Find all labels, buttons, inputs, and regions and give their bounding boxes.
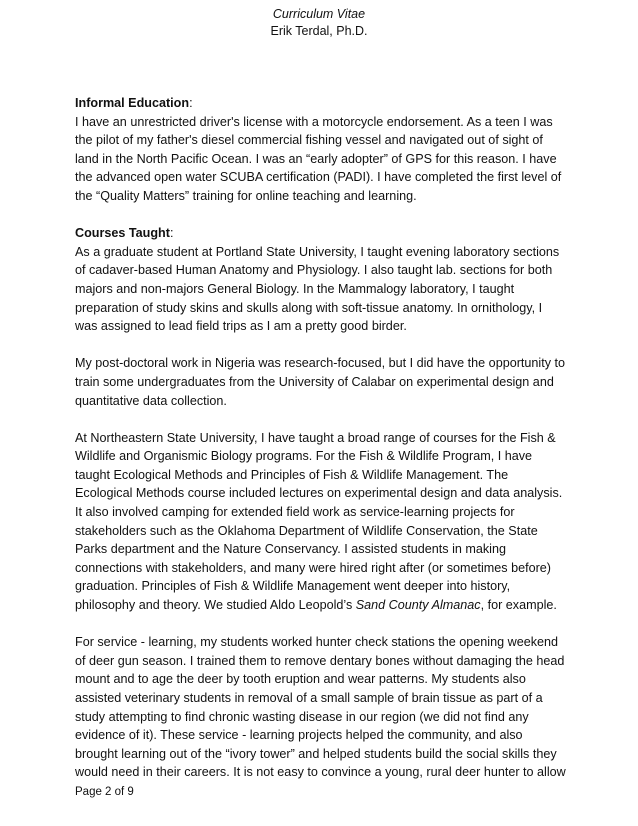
text-fragment: philosophy and theory. We studied Aldo Leopold’s [75,598,356,613]
text-line: stakeholders such as the Oklahoma Department of Wildlife Conservation, the State [75,523,538,538]
text-line: was assigned to lead field trips as I am a pretty good birder. [75,319,407,334]
document-title: Curriculum Vitae [272,7,366,21]
heading-colon: : [169,226,174,241]
courses-taught-heading: Courses Taught [75,226,170,241]
text-line: assisted veterinary students in removal of a small sample of brain tissue as part of a [75,691,543,705]
text-fragment: , for example. [480,598,557,613]
text-line: Wildlife and Organismic Biology programs. For the Fish & Wildlife Program, I have [75,449,533,464]
informal-education-heading: Informal Education [75,96,190,110]
text-line: taught Ecological Methods and Principles of Fish & Wildlife Management. The [75,467,509,482]
text-line [75,596,575,615]
text-line: train some undergraduates from the University of Calabar on experimental design and [75,374,554,389]
section-heading-line [75,94,575,113]
courses-taught-paragraph-4 [75,633,575,782]
text-line: quantitative data collection. [75,393,227,408]
text-line: graduation. Principles of Fish & Wildlife Management went deeper into history, [75,579,511,594]
text-line: land in the North Pacific Ocean. I was an “early adopter” of GPS for this reason. I have [75,151,557,166]
text-line: study attempting to find chronic wasting disease in our region (we did not find any [75,709,529,724]
text-line: It also involved camping for extended field work as service-learning projects for [75,505,515,520]
text-line: the pilot of my father's diesel commercial fishing vessel and navigated out of sight of [75,133,543,148]
text-line: of deer gun season. I trained them to remove dentary bones without damaging the head [75,653,565,668]
text-line: At Northeastern State University, I have taught a broad range of courses for the Fish & [75,430,556,445]
text-line: brought learning out of the “ivory tower” and helped students build the social skills they [75,746,557,761]
text-line: evidence of it). These service - learning projects helped the community, and also [75,728,523,743]
text-line: My post-doctoral work in Nigeria was research-focused, but I did have the opportunity to [75,356,566,371]
heading-colon: : [189,96,193,110]
text-line: As a graduate student at Portland State University, I taught evening laboratory sections [75,244,560,259]
courses-taught-paragraph-2 [75,354,575,410]
text-line: connections with stakeholders, and many were hired right after (or sometimes before) [75,560,551,575]
text-line: would need in their careers. It is not easy to convince a young, rural deer hunter to allow [75,765,566,780]
text-line: preparation of study skins and skulls along with soft-tissue anatomy. In ornithology, I [75,300,543,315]
text-line: Parks department and the Nature Conservancy. I assisted students in making [75,542,506,557]
text-line: I have an unrestricted driver's license with a motorcycle endorsement. As a teen I was [75,114,553,129]
document-body [75,94,575,801]
text-line: of cadaver-based Human Anatomy and Physiology. I also taught lab. sections for both [75,263,553,278]
author-name: Erik Terdal, Ph.D. [270,24,368,38]
text-line: mount and to age the deer by tooth eruption and wear patterns. My students also [75,672,526,687]
text-line: majors and non-majors General Biology. In the Mammalogy laboratory, I taught [75,281,515,296]
courses-taught-paragraph-3 [75,429,575,615]
courses-taught-paragraph-1 [75,224,575,336]
page-header [0,6,638,40]
section-heading-line [75,224,575,243]
text-line: the “Quality Matters” training for online teaching and learning. [75,188,417,203]
text-line: Ecological Methods course included lectures on experimental design and data analysis. [75,486,563,501]
text-line: For service - learning, my students worked hunter check stations the opening weekend [75,635,559,650]
page-number: Page 2 of 9 [75,786,134,798]
informal-education-section [75,94,575,206]
book-title: Sand County Almanac [355,598,481,613]
text-line: the advanced open water SCUBA certification (PADI). I have completed the first level of [75,170,562,185]
